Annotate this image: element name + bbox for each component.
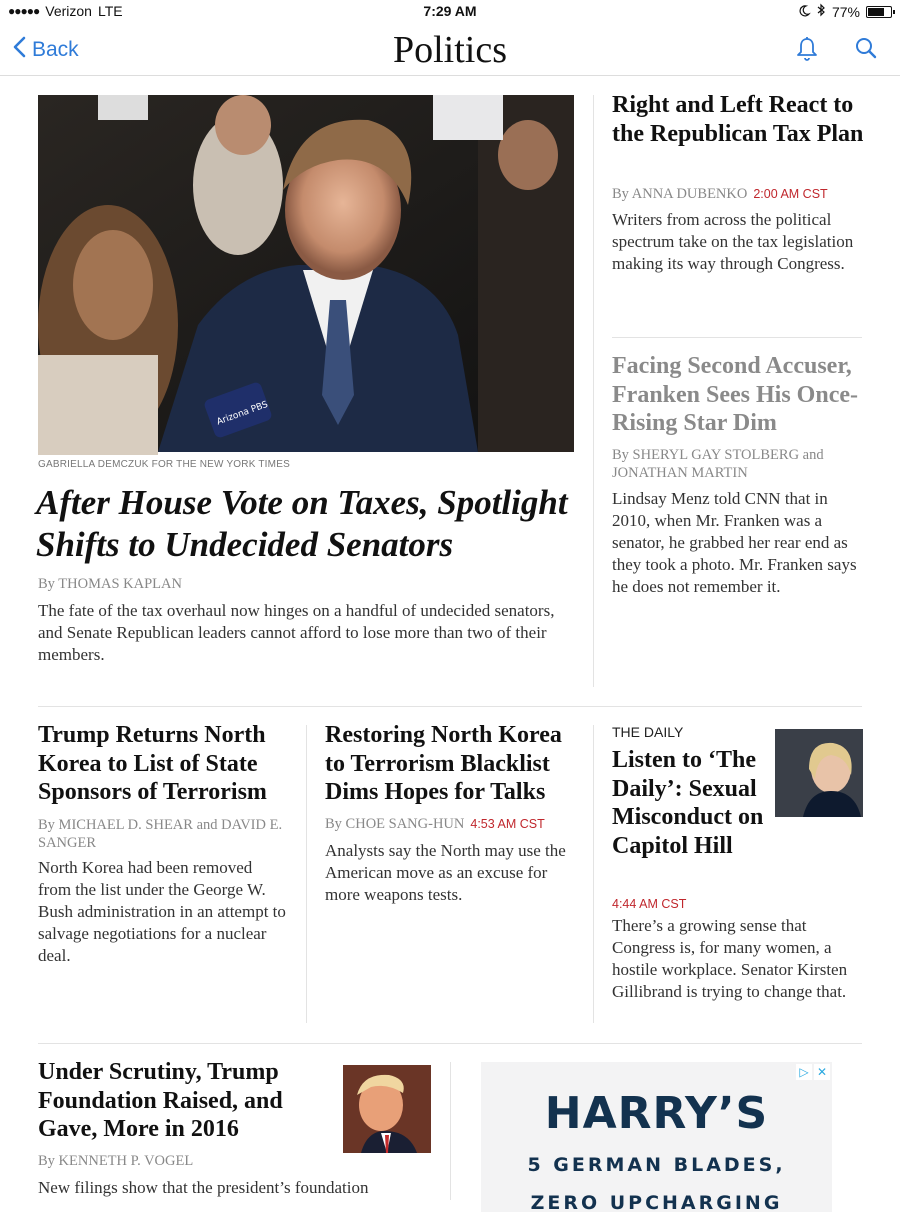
ad-line2: ZERO UPCHARGING bbox=[530, 1192, 783, 1214]
timestamp: 4:53 AM CST bbox=[470, 817, 545, 831]
side-article-summary: Writers from across the political spectrum take on the tax legislation making its way through Congress. bbox=[612, 210, 854, 273]
back-label: Back bbox=[32, 38, 79, 61]
search-icon[interactable] bbox=[854, 36, 878, 66]
ad-choices-icon[interactable]: ▷ bbox=[796, 1064, 812, 1080]
byline-author: By ANNA DUBENKO bbox=[612, 186, 748, 202]
row2-headline[interactable]: Trump Returns North Korea to List of State Sponsors of Terrorism bbox=[38, 722, 267, 805]
status-time: 7:29 AM bbox=[423, 3, 477, 19]
ad-choices[interactable] bbox=[796, 1064, 830, 1080]
thumbnail-gillibrand bbox=[775, 729, 863, 817]
timestamp: 2:00 AM CST bbox=[753, 187, 828, 201]
page-title: Politics bbox=[392, 29, 508, 71]
hero-byline: By THOMAS KAPLAN bbox=[38, 576, 182, 592]
side-article-byline: By SHERYL GAY STOLBERG and JONATHAN MARTIN bbox=[612, 447, 824, 481]
daily-headline-text: Listen to ‘The Daily’: Sexual Misconduct on Capitol Hill bbox=[612, 747, 764, 859]
ad-close-icon[interactable]: ✕ bbox=[814, 1064, 830, 1080]
bell-icon[interactable] bbox=[796, 36, 818, 66]
thumbnail-trump bbox=[343, 1065, 431, 1153]
row-divider bbox=[38, 706, 862, 707]
side-article-byline bbox=[612, 186, 828, 203]
battery-icon bbox=[866, 6, 892, 18]
side-article-headline[interactable]: Right and Left React to the Republican Tax Plan bbox=[612, 92, 864, 147]
section-divider bbox=[612, 337, 862, 338]
status-bar bbox=[0, 0, 900, 24]
signal-strength-icon: ●●●●● bbox=[8, 4, 40, 18]
row3-headline[interactable]: Under Scrutiny, Trump Foundation Raised, and Gave, More in 2016 bbox=[38, 1059, 283, 1142]
row3-summary: New filings show that the president’s foundation bbox=[38, 1178, 369, 1197]
byline-author: By CHOE SANG-HUN bbox=[325, 816, 465, 832]
photo-credit: GABRIELLA DEMCZUK FOR THE NEW YORK TIMES bbox=[38, 459, 290, 470]
nav-actions bbox=[796, 36, 878, 66]
hero-headline[interactable]: After House Vote on Taxes, Spotlight Shifts to Undecided Senators bbox=[36, 483, 568, 564]
row-divider bbox=[38, 1043, 862, 1044]
side-article-headline[interactable]: Facing Second Accuser, Franken Sees His Once-Rising Star Dim bbox=[612, 353, 858, 436]
network-type: LTE bbox=[97, 3, 123, 19]
side-article-summary: Lindsay Menz told CNN that in 2010, when Mr. Franken was a senator, he grabbed her rear end as they took a photo. Mr. Franken says he does not remember it. bbox=[612, 489, 857, 596]
hero-photo bbox=[38, 95, 574, 452]
column-divider bbox=[450, 1062, 451, 1200]
row2-headline[interactable]: Restoring North Korea to Terrorism Blacklist Dims Hopes for Talks bbox=[325, 722, 562, 805]
section-kicker: THE DAILY bbox=[612, 724, 684, 740]
timestamp: 4:44 AM CST bbox=[612, 897, 687, 911]
hero-summary: The fate of the tax overhaul now hinges on a handful of undecided senators, and Senate Republican leaders cannot afford to lose more than two of their members. bbox=[38, 601, 555, 664]
row2-byline bbox=[325, 816, 545, 833]
ad-title: HARRY’S bbox=[544, 1088, 769, 1139]
moon-icon bbox=[798, 4, 810, 20]
column-divider bbox=[306, 725, 307, 1023]
row2-summary: Analysts say the North may use the American move as an excuse for more weapons tests. bbox=[325, 841, 566, 904]
advertisement[interactable] bbox=[481, 1062, 832, 1212]
row2-summary: North Korea had been removed from the list under the George W. Bush administration in an attempt to salvage negotiations for a nuclear deal. bbox=[38, 858, 286, 965]
battery-percent: 77% bbox=[831, 3, 860, 20]
column-divider bbox=[593, 95, 594, 687]
bluetooth-icon bbox=[816, 3, 826, 20]
mic-logo: Arizona PBS bbox=[215, 399, 270, 428]
column-divider bbox=[593, 725, 594, 1023]
status-right bbox=[798, 3, 892, 20]
row2-byline: By MICHAEL D. SHEAR and DAVID E. SANGER bbox=[38, 817, 283, 851]
carrier-name: Verizon bbox=[45, 3, 92, 19]
daily-timestamp bbox=[612, 896, 686, 913]
row3-byline: By KENNETH P. VOGEL bbox=[38, 1153, 194, 1169]
nav-bar bbox=[0, 24, 900, 76]
ad-line1: 5 GERMAN BLADES, bbox=[527, 1154, 786, 1176]
daily-summary: There’s a growing sense that Congress is, for many women, a hostile workplace. Senator Kirsten Gillibrand is trying to change that. bbox=[612, 916, 848, 1001]
battery-fill bbox=[868, 8, 884, 16]
